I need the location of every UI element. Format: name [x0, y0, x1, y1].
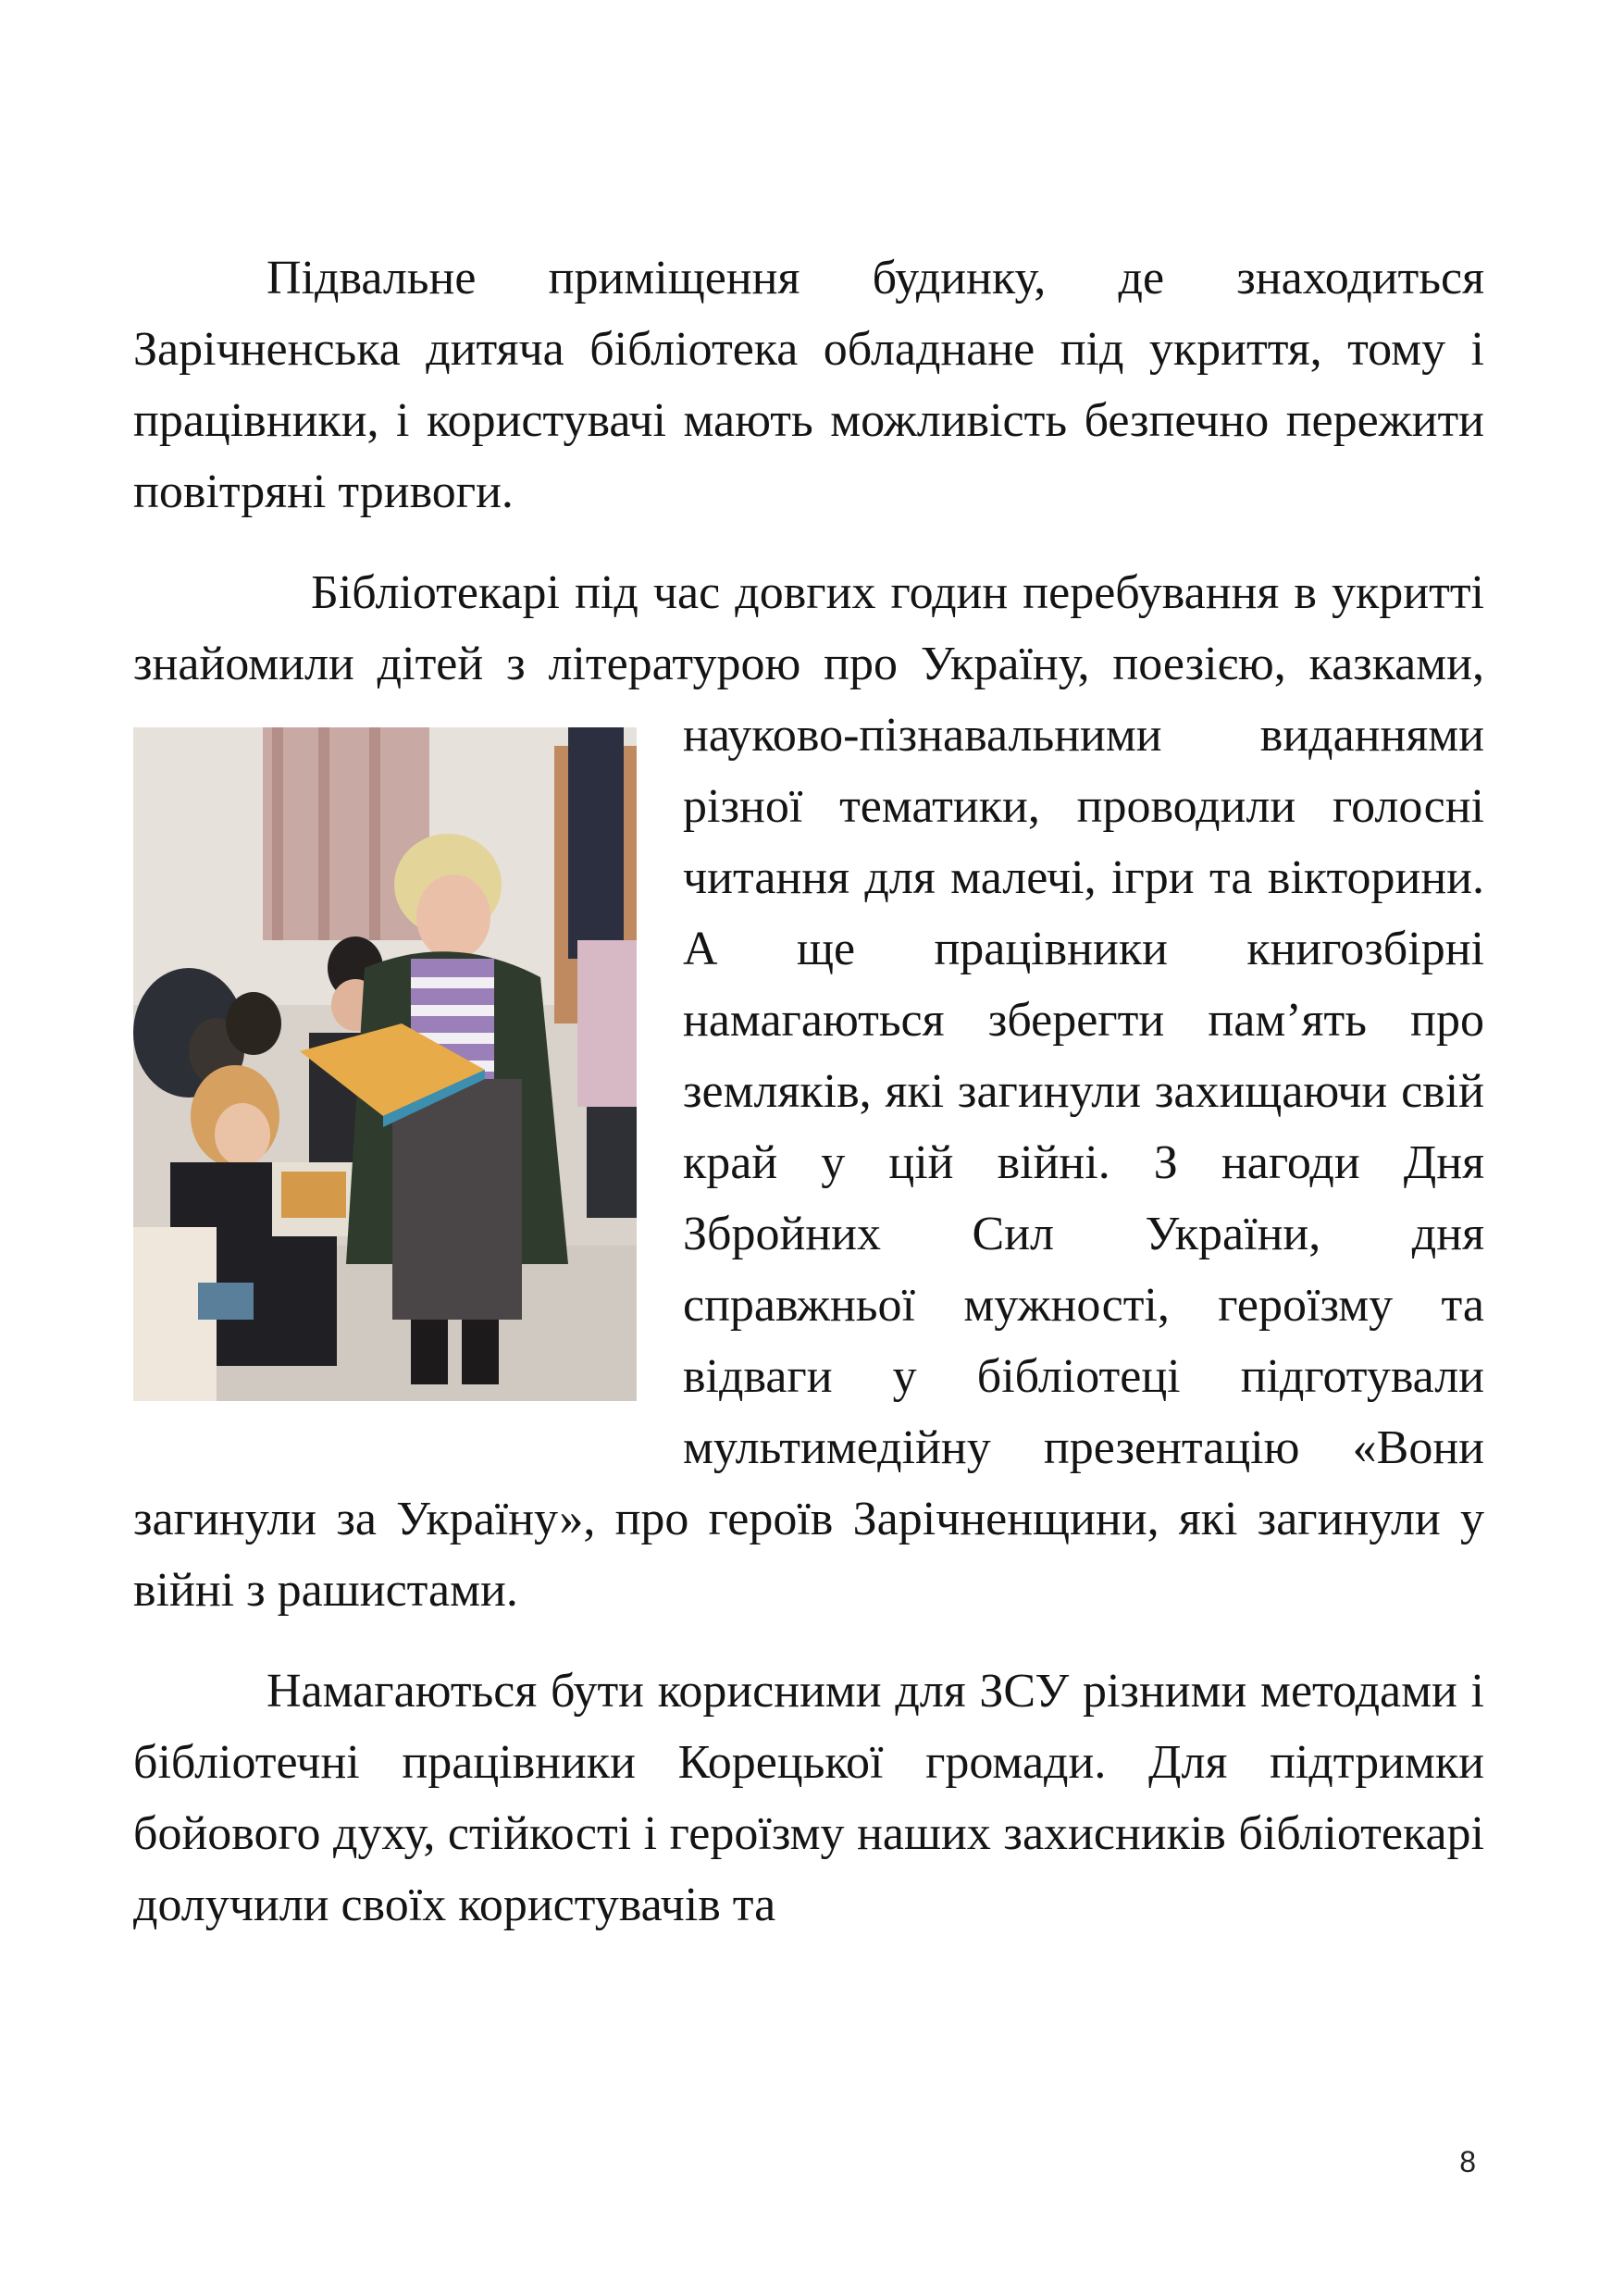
paragraph-shelter: Підвальне приміщення будинку, де знаходиться Зарічненська дитяча бібліотека обладнане під укриття, тому і працівники, і користувачі мають можливість безпечно пережити повітряні тривоги.	[133, 252, 1484, 518]
paragraph-korets-community: Намагаються бути корисними для ЗСУ різними методами і бібліотечні працівники Корецької громади. Для підтримки бойового духу, стійкості і героїзму наших захисників бібліотекарі долучили своїх користувачів та	[133, 1665, 1484, 1931]
page-number: 8	[1459, 2145, 1476, 2178]
document-body	[133, 242, 1484, 1941]
paragraph-librarians-continued: поезією, казками, науково-пізнавальними виданнями різної тематики, проводили голосні читання для малечі, ігри та вікторини. А ще працівники книгозбірні намагаються зберегти пам’ять про земляків, які загинули захищаючи свій край у цій війні. З нагоди Дня Збройних Сил України, дня справжньої мужності, героїзму та відваги у бібліотеці підготували мультимедійну презентацію «Вони загинули за Україну», про героїв Зарічненщини, які загинули у війні з рашистами.	[133, 638, 1484, 1617]
photo-librarian-reading-to-children	[133, 727, 637, 1401]
photo-illustration	[133, 727, 637, 1401]
paragraph-librarians	[133, 557, 1484, 1626]
paragraph-librarians-lead: Бібліотекарі під час довгих годин перебування в укритті знайомили дітей з літературою про Україну,	[133, 566, 1484, 690]
